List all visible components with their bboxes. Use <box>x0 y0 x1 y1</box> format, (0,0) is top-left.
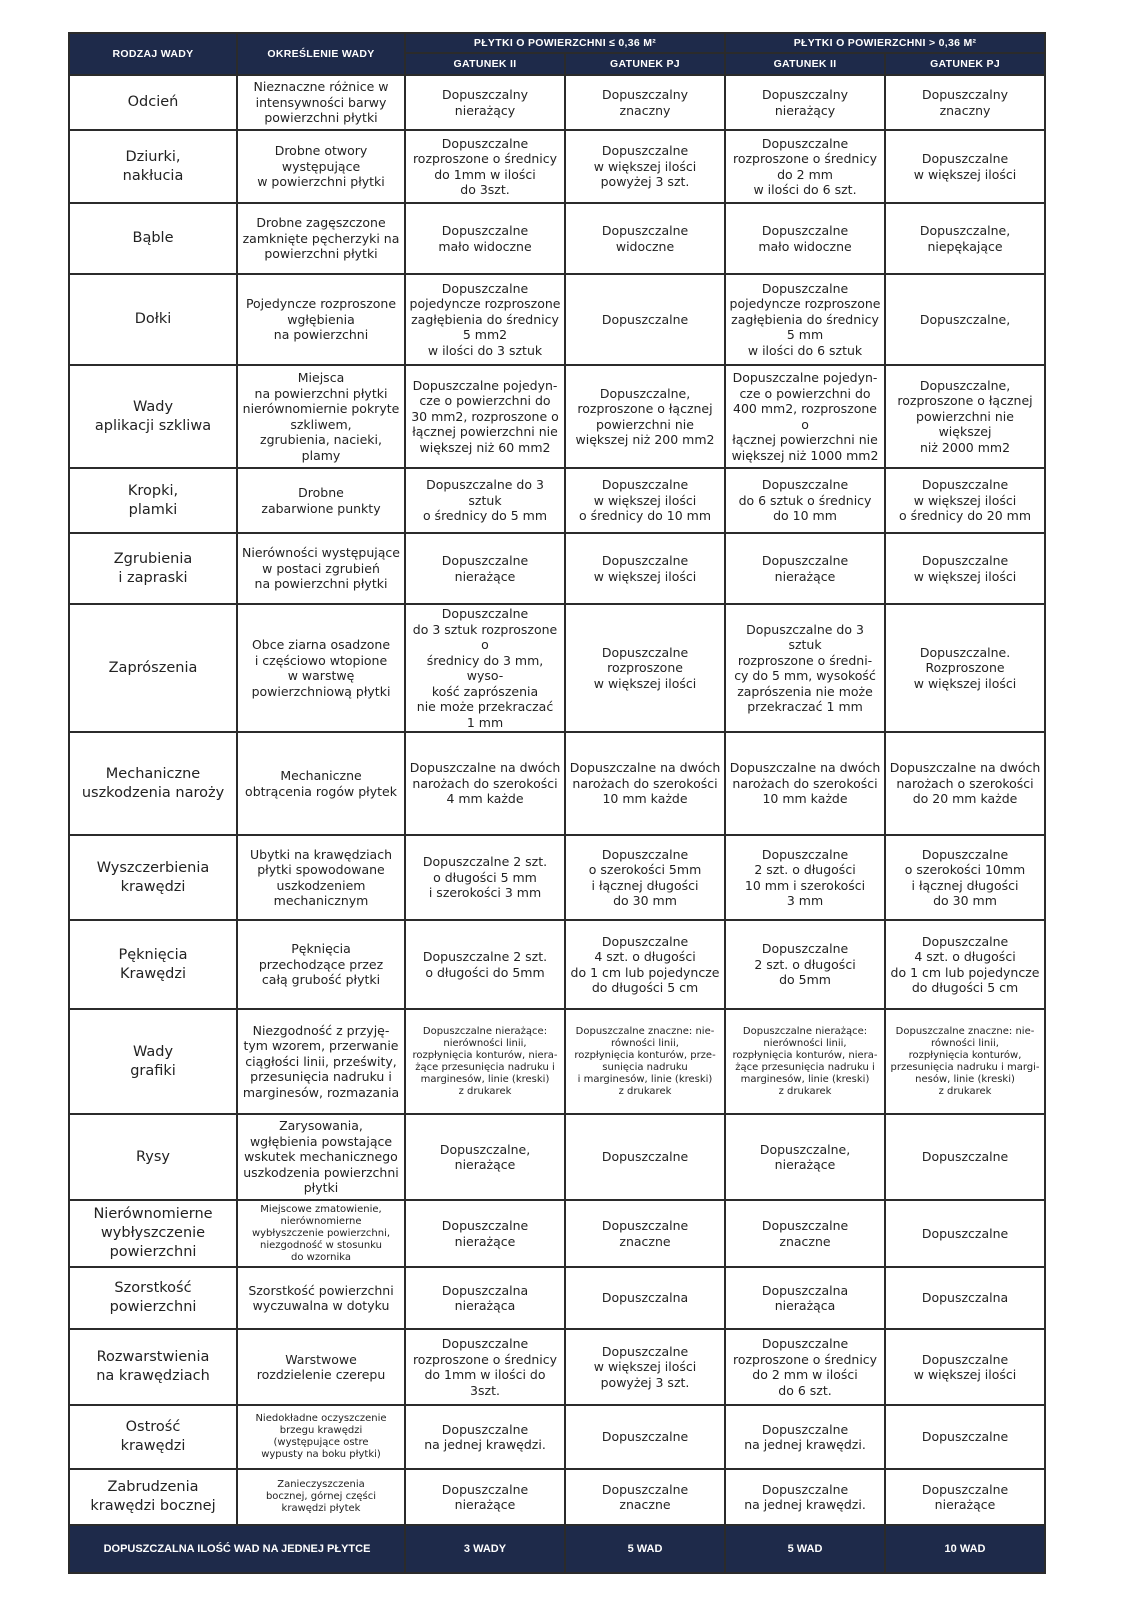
grade-ii-small-value: Dopuszczalny nierażący <box>405 75 565 130</box>
footer-pj-small: 5 WAD <box>565 1525 725 1573</box>
defect-description: Nierówności występujące w postaci zgrubień na powierzchni płytki <box>237 533 405 604</box>
defect-name: Kropki, plamki <box>69 468 237 533</box>
defect-name: Zaprószenia <box>69 604 237 732</box>
grade-pj-small-value: Dopuszczalne w większej ilości powyżej 3 szt. <box>565 1329 725 1405</box>
grade-ii-large-value: Dopuszczalne 2 szt. o długości 10 mm i szerokości 3 mm <box>725 835 885 920</box>
grade-ii-small-value: Dopuszczalne 2 szt. o długości 5 mm i szerokości 3 mm <box>405 835 565 920</box>
grade-pj-small-value: Dopuszczalne rozproszone w większej ilości <box>565 604 725 732</box>
defect-description: Drobne zabarwione punkty <box>237 468 405 533</box>
table-row <box>69 1405 1045 1469</box>
table-row <box>69 533 1045 604</box>
table-row <box>69 1329 1045 1405</box>
defect-description: Mechaniczne obtrącenia rogów płytek <box>237 732 405 835</box>
grade-pj-large-value: Dopuszczalny znaczny <box>885 75 1045 130</box>
table-row <box>69 1114 1045 1200</box>
table-row <box>69 1200 1045 1267</box>
table-row <box>69 274 1045 365</box>
footer-ii-small: 3 WADY <box>405 1525 565 1573</box>
grade-pj-small-value: Dopuszczalne znaczne <box>565 1469 725 1525</box>
grade-ii-large-value: Dopuszczalne, nierażące <box>725 1114 885 1200</box>
defect-name: Dziurki, nakłucia <box>69 130 237 203</box>
grade-ii-small-value: Dopuszczalne nierażące <box>405 533 565 604</box>
table-row <box>69 203 1045 274</box>
grade-pj-large-value: Dopuszczalne nierażące <box>885 1469 1045 1525</box>
grade-ii-large-value: Dopuszczalne na jednej krawędzi. <box>725 1469 885 1525</box>
grade-ii-small-value: Dopuszczalne 2 szt. o długości do 5mm <box>405 920 565 1009</box>
grade-pj-large-value: Dopuszczalne <box>885 1200 1045 1267</box>
table-row <box>69 75 1045 130</box>
header-grade-pj-small: GATUNEK PJ <box>565 53 725 75</box>
defect-description: Zarysowania, wgłębienia powstające wskutek mechanicznego uszkodzenia powierzchni płytki <box>237 1114 405 1200</box>
grade-pj-small-value: Dopuszczalne <box>565 274 725 365</box>
footer-ii-large: 5 WAD <box>725 1525 885 1573</box>
defect-description: Obce ziarna osadzone i częściowo wtopione w warstwę powierzchniową płytki <box>237 604 405 732</box>
defect-name: Wady aplikacji szkliwa <box>69 365 237 468</box>
grade-pj-small-value: Dopuszczalne widoczne <box>565 203 725 274</box>
grade-ii-large-value: Dopuszczalne rozproszone o średnicy do 2 mm w ilości do 6 szt. <box>725 1329 885 1405</box>
defect-description: Zanieczyszczenia bocznej, górnej części krawędzi płytek <box>237 1469 405 1525</box>
header-group-small-tiles: PŁYTKI O POWIERZCHNI ≤ 0,36 M² <box>405 33 725 53</box>
defect-name: Wady grafiki <box>69 1009 237 1114</box>
table-row <box>69 1469 1045 1525</box>
header-grade-pj-large: GATUNEK PJ <box>885 53 1045 75</box>
grade-pj-large-value: Dopuszczalne w większej ilości <box>885 533 1045 604</box>
defect-description: Nieznaczne różnice w intensywności barwy powierzchni płytki <box>237 75 405 130</box>
grade-ii-small-value: Dopuszczalne na dwóch narożach do szerokości 4 mm każde <box>405 732 565 835</box>
grade-pj-small-value: Dopuszczalne <box>565 1405 725 1469</box>
grade-pj-large-value: Dopuszczalne znaczne: nie- równości linii, rozpłynięcia konturów, przesunięcia nadruku i margi- nesów, linie (kreski) z drukarek <box>885 1009 1045 1114</box>
defect-name: Bąble <box>69 203 237 274</box>
table-row <box>69 732 1045 835</box>
grade-pj-large-value: Dopuszczalna <box>885 1267 1045 1329</box>
defect-name: Rysy <box>69 1114 237 1200</box>
grade-pj-large-value: Dopuszczalne, niepękające <box>885 203 1045 274</box>
grade-pj-large-value: Dopuszczalne, <box>885 274 1045 365</box>
header-grade-ii-large: GATUNEK II <box>725 53 885 75</box>
grade-ii-small-value: Dopuszczalne pojedyn- cze o powierzchni do 30 mm2, rozproszone o łącznej powierzchni nie większej niż 60 mm2 <box>405 365 565 468</box>
footer-pj-large: 10 WAD <box>885 1525 1045 1573</box>
grade-ii-large-value: Dopuszczalne pojedyncze rozproszone zagłębienia do średnicy 5 mm w ilości do 6 sztuk <box>725 274 885 365</box>
grade-pj-large-value: Dopuszczalne <box>885 1405 1045 1469</box>
table-row <box>69 1267 1045 1329</box>
table-row <box>69 920 1045 1009</box>
grade-pj-small-value: Dopuszczalny znaczny <box>565 75 725 130</box>
header-defect-description: OKREŚLENIE WADY <box>237 33 405 75</box>
grade-ii-large-value: Dopuszczalne do 3 sztuk rozproszone o średni- cy do 5 mm, wysokość zaprószenia nie może przekraczać 1 mm <box>725 604 885 732</box>
grade-pj-large-value: Dopuszczalne. Rozproszone w większej ilości <box>885 604 1045 732</box>
grade-ii-small-value: Dopuszczalne, nierażące <box>405 1114 565 1200</box>
grade-pj-large-value: Dopuszczalne, rozproszone o łącznej powierzchni nie większej niż 2000 mm2 <box>885 365 1045 468</box>
defect-name: Dołki <box>69 274 237 365</box>
grade-pj-small-value: Dopuszczalne w większej ilości <box>565 533 725 604</box>
grade-ii-large-value: Dopuszczalna nierażąca <box>725 1267 885 1329</box>
grade-pj-small-value: Dopuszczalne o szerokości 5mm i łącznej długości do 30 mm <box>565 835 725 920</box>
defect-name: Odcień <box>69 75 237 130</box>
defect-description: Warstwowe rozdzielenie czerepu <box>237 1329 405 1405</box>
defect-description: Drobne otwory występujące w powierzchni płytki <box>237 130 405 203</box>
grade-pj-large-value: Dopuszczalne <box>885 1114 1045 1200</box>
defect-description: Szorstkość powierzchni wyczuwalna w dotyku <box>237 1267 405 1329</box>
defect-description: Miejsca na powierzchni płytki nierównomiernie pokryte szkliwem, zgrubienia, nacieki, plamy <box>237 365 405 468</box>
grade-ii-large-value: Dopuszczalne mało widoczne <box>725 203 885 274</box>
header-defect-type: RODZAJ WADY <box>69 33 237 75</box>
grade-pj-small-value: Dopuszczalna <box>565 1267 725 1329</box>
grade-pj-large-value: Dopuszczalne na dwóch narożach o szerokości do 20 mm każde <box>885 732 1045 835</box>
grade-pj-small-value: Dopuszczalne na dwóch narożach do szerokości 10 mm każde <box>565 732 725 835</box>
grade-ii-small-value: Dopuszczalne rozproszone o średnicy do 1mm w ilości do 3szt. <box>405 130 565 203</box>
grade-pj-small-value: Dopuszczalne znaczne <box>565 1200 725 1267</box>
grade-ii-small-value: Dopuszczalne nierażące <box>405 1469 565 1525</box>
defect-name: Pęknięcia Krawędzi <box>69 920 237 1009</box>
defect-description: Pojedyncze rozproszone wgłębienia na powierzchni <box>237 274 405 365</box>
grade-ii-small-value: Dopuszczalne rozproszone o średnicy do 1mm w ilości do 3szt. <box>405 1329 565 1405</box>
defect-name: Zabrudzenia krawędzi bocznej <box>69 1469 237 1525</box>
grade-pj-large-value: Dopuszczalne w większej ilości o średnicy do 20 mm <box>885 468 1045 533</box>
footer-row <box>69 1525 1045 1573</box>
grade-pj-small-value: Dopuszczalne znaczne: nie- równości linii, rozpłynięcia konturów, prze- sunięcia nadruku i marginesów, linie (kreski) z drukarek <box>565 1009 725 1114</box>
defect-description: Drobne zagęszczone zamknięte pęcherzyki na powierzchni płytki <box>237 203 405 274</box>
grade-pj-large-value: Dopuszczalne w większej ilości <box>885 1329 1045 1405</box>
defect-name: Zgrubienia i zapraski <box>69 533 237 604</box>
header-grade-ii-small: GATUNEK II <box>405 53 565 75</box>
defect-description: Niezgodność z przyję- tym wzorem, przerwanie ciągłości linii, prześwity, przesunięcia nadruku i marginesów, rozmazania <box>237 1009 405 1114</box>
grade-ii-large-value: Dopuszczalne nierażące <box>725 533 885 604</box>
defect-description: Miejscowe zmatowienie, nierównomierne wybłyszczenie powierzchni, niezgodność w stosunku do wzornika <box>237 1200 405 1267</box>
grade-pj-small-value: Dopuszczalne 4 szt. o długości do 1 cm lub pojedyncze do długości 5 cm <box>565 920 725 1009</box>
grade-ii-large-value: Dopuszczalne na jednej krawędzi. <box>725 1405 885 1469</box>
grade-ii-large-value: Dopuszczalne nierażące: nierówności linii, rozpłynięcia konturów, niera- żące przesunięcia nadruku i marginesów, linie (kreski) z drukarek <box>725 1009 885 1114</box>
grade-ii-large-value: Dopuszczalne pojedyn- cze o powierzchni do 400 mm2, rozproszone o łącznej powierzchni nie większej niż 1000 mm2 <box>725 365 885 468</box>
table-row <box>69 365 1045 468</box>
grade-ii-small-value: Dopuszczalne nierażące: nierówności linii, rozpłynięcia konturów, niera- żące przesunięcia nadruku i marginesów, linie (kreski) z drukarek <box>405 1009 565 1114</box>
grade-ii-small-value: Dopuszczalne pojedyncze rozproszone zagłębienia do średnicy 5 mm2 w ilości do 3 sztuk <box>405 274 565 365</box>
table-row <box>69 604 1045 732</box>
grade-ii-large-value: Dopuszczalne znaczne <box>725 1200 885 1267</box>
grade-pj-small-value: Dopuszczalne <box>565 1114 725 1200</box>
defect-description: Ubytki na krawędziach płytki spowodowane uszkodzeniem mechanicznym <box>237 835 405 920</box>
footer-label: DOPUSZCZALNA ILOŚĆ WAD NA JEDNEJ PŁYTCE <box>69 1525 405 1573</box>
defect-name: Nierównomierne wybłyszczenie powierzchni <box>69 1200 237 1267</box>
table-row <box>69 1009 1045 1114</box>
defect-name: Szorstkość powierzchni <box>69 1267 237 1329</box>
defect-name: Mechaniczne uszkodzenia naroży <box>69 732 237 835</box>
grade-pj-small-value: Dopuszczalne w większej ilości powyżej 3 szt. <box>565 130 725 203</box>
grade-ii-small-value: Dopuszczalne na jednej krawędzi. <box>405 1405 565 1469</box>
grade-ii-large-value: Dopuszczalny nierażący <box>725 75 885 130</box>
grade-pj-large-value: Dopuszczalne o szerokości 10mm i łącznej długości do 30 mm <box>885 835 1045 920</box>
grade-pj-small-value: Dopuszczalne w większej ilości o średnicy do 10 mm <box>565 468 725 533</box>
defect-description: Niedokładne oczyszczenie brzegu krawędzi (występujące ostre wypusty na boku płytki) <box>237 1405 405 1469</box>
grade-ii-small-value: Dopuszczalne nierażące <box>405 1200 565 1267</box>
defect-name: Wyszczerbienia krawędzi <box>69 835 237 920</box>
grade-pj-small-value: Dopuszczalne, rozproszone o łącznej powierzchni nie większej niż 200 mm2 <box>565 365 725 468</box>
defect-name: Ostrość krawędzi <box>69 1405 237 1469</box>
grade-pj-large-value: Dopuszczalne w większej ilości <box>885 130 1045 203</box>
defect-description: Pęknięcia przechodzące przez całą grubość płytki <box>237 920 405 1009</box>
grade-ii-large-value: Dopuszczalne 2 szt. o długości do 5mm <box>725 920 885 1009</box>
grade-pj-large-value: Dopuszczalne 4 szt. o długości do 1 cm lub pojedyncze do długości 5 cm <box>885 920 1045 1009</box>
header-group-large-tiles: PŁYTKI O POWIERZCHNI > 0,36 M² <box>725 33 1045 53</box>
grade-ii-small-value: Dopuszczalne do 3 sztuk rozproszone o średnicy do 3 mm, wyso- kość zaprószenia nie może przekraczać 1 mm <box>405 604 565 732</box>
table-row <box>69 835 1045 920</box>
grade-ii-small-value: Dopuszczalna nierażąca <box>405 1267 565 1329</box>
grade-ii-small-value: Dopuszczalne do 3 sztuk o średnicy do 5 mm <box>405 468 565 533</box>
table-row <box>69 468 1045 533</box>
grade-ii-large-value: Dopuszczalne rozproszone o średnicy do 2 mm w ilości do 6 szt. <box>725 130 885 203</box>
grade-ii-large-value: Dopuszczalne na dwóch narożach do szerokości 10 mm każde <box>725 732 885 835</box>
grade-ii-small-value: Dopuszczalne mało widoczne <box>405 203 565 274</box>
table-row <box>69 130 1045 203</box>
defects-table-body <box>69 75 1045 1525</box>
grade-ii-large-value: Dopuszczalne do 6 sztuk o średnicy do 10 mm <box>725 468 885 533</box>
defect-name: Rozwarstwienia na krawędziach <box>69 1329 237 1405</box>
defects-table <box>68 32 1046 1574</box>
